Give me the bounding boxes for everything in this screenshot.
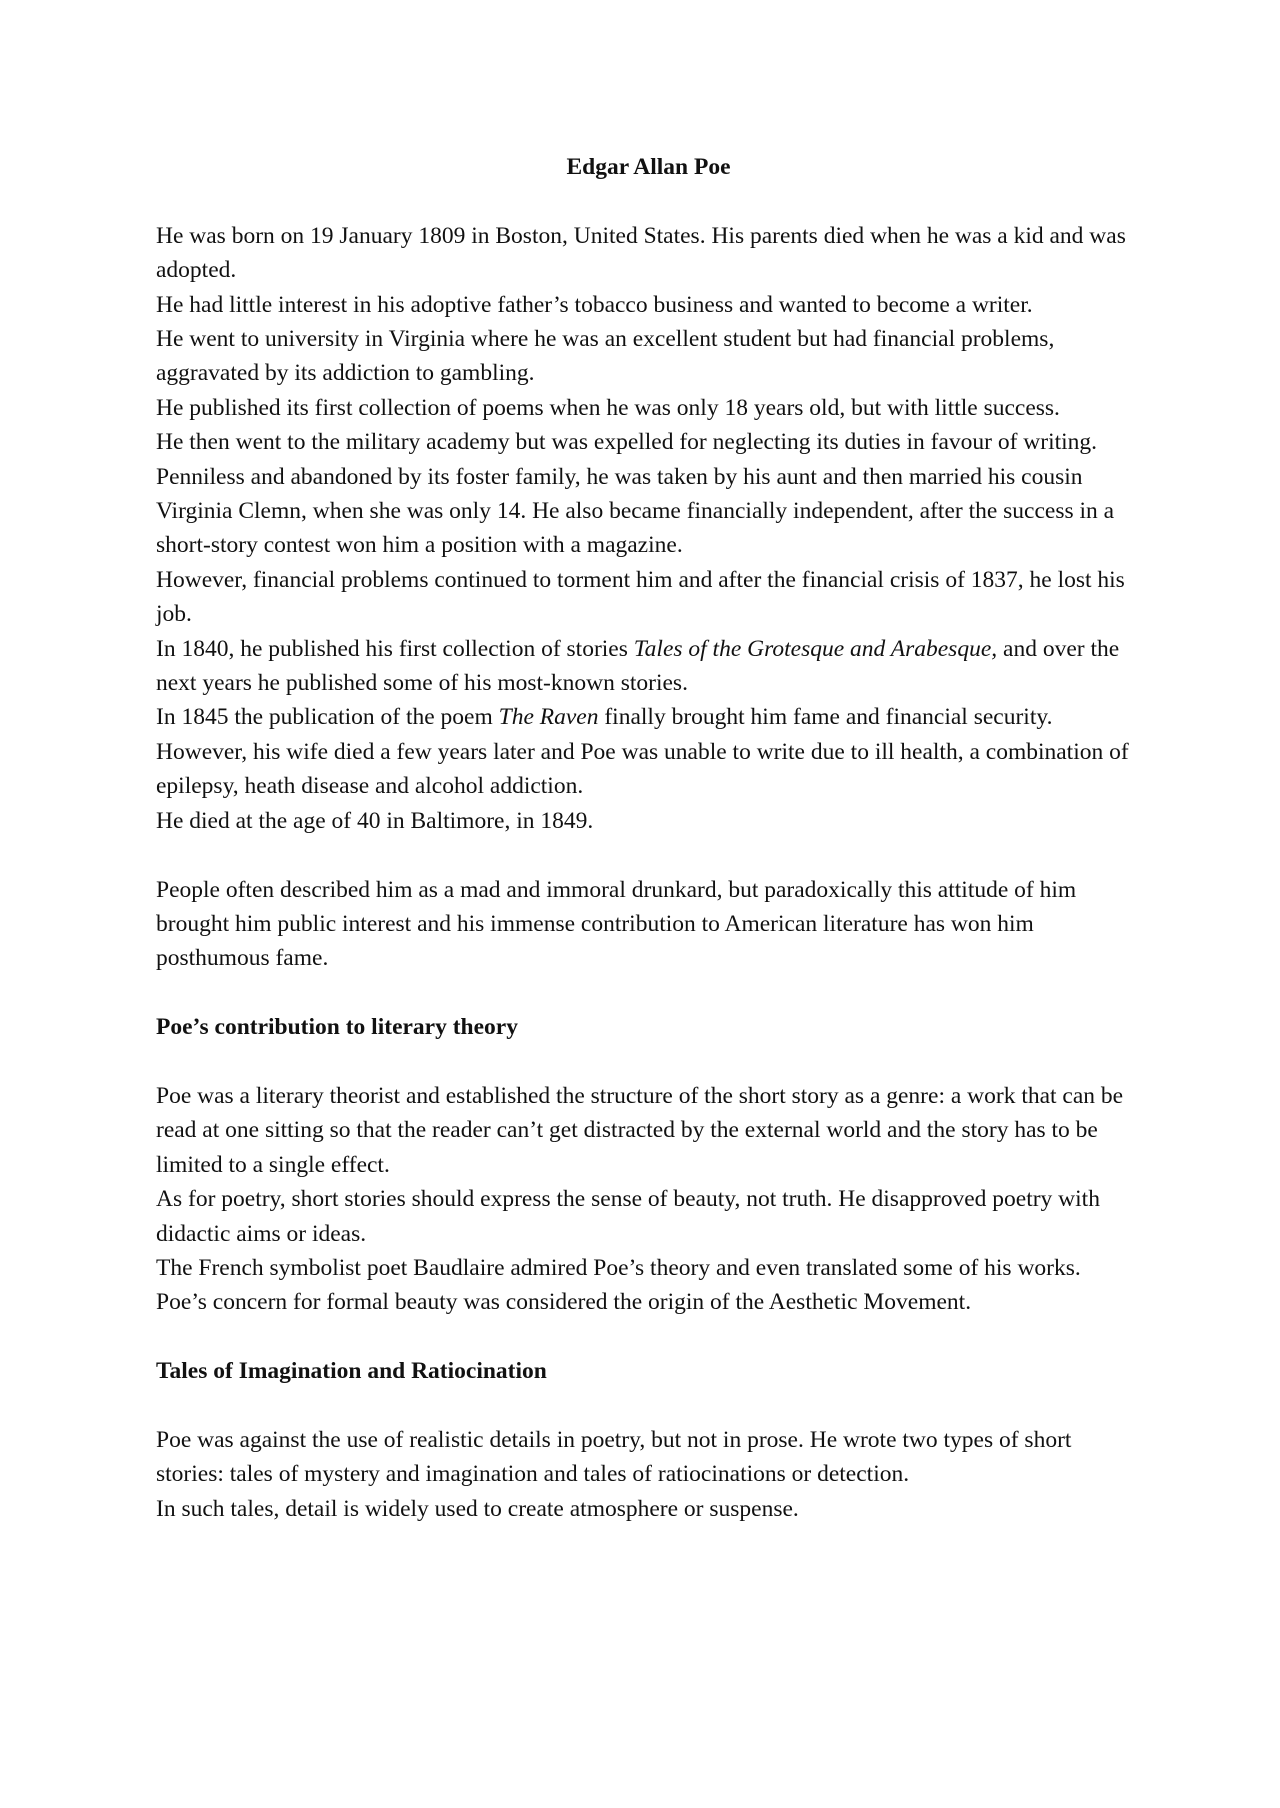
theory-paragraph: Poe’s concern for formal beauty was considered the origin of the Aesthetic Movement.: [156, 1289, 972, 1316]
bio-paragraph: He went to university in Virginia where he was an excellent student but had financial problems, aggravated by its addiction to gambling.: [156, 326, 1055, 387]
bio-paragraph-1845: [156, 700, 1141, 734]
p1845-text-after: finally brought him fame and financial security.: [598, 704, 1053, 731]
bio-paragraph: He was born on 19 January 1809 in Boston, United States. His parents died when he was a kid and was adopted.: [156, 222, 1126, 284]
document-title: Edgar Allan Poe: [566, 154, 731, 180]
bio-paragraph: However, his wife died a few years later and Poe was unable to write due to ill health, a combination of epilepsy, heath disease and alcohol addiction.: [156, 738, 1129, 800]
theory-paragraph: As for poetry, short stories should express the sense of beauty, not truth. He disapproved poetry with didactic aims or ideas.: [156, 1186, 1100, 1247]
spacer: [156, 976, 1141, 1010]
spacer: [156, 1045, 1141, 1079]
theory-paragraph: Poe was a literary theorist and established the structure of the short story as a genre: a work that can be read at one sitting so that the reader can’t get distracted by the external world and the story has to be limited to a single effect.: [156, 1082, 1124, 1178]
section-heading-literary-theory: Poe’s contribution to literary theory: [156, 1014, 518, 1041]
tales-paragraph: Poe was against the use of realistic details in poetry, but not in prose. He wrote two types of short stories: tales of mystery and imagination and tales of ratiocinations or detection.: [156, 1426, 1072, 1488]
theory-paragraph: The French symbolist poet Baudlaire admired Poe’s theory and even translated some of his works.: [156, 1254, 1081, 1281]
spacer: [156, 1320, 1141, 1354]
spacer: [156, 838, 1141, 872]
reputation-paragraph: People often described him as a mad and immoral drunkard, but paradoxically this attitude of him brought him public interest and his immense contribution to American literature has won him posthumous fame.: [156, 876, 1077, 972]
p1845-text-before: In 1845 the publication of the poem: [156, 704, 499, 731]
section-heading-tales: Tales of Imagination and Ratiocination: [156, 1358, 547, 1385]
book-title-italic: Tales of the Grotesque and Arabesque,: [633, 635, 998, 662]
poem-title-italic: The Raven: [498, 704, 599, 731]
p1840-text-before: In 1840, he published his first collection of stories: [156, 635, 634, 662]
bio-paragraph: Penniless and abandoned by its foster family, he was taken by his aunt and then married his cousin Virginia Clemn, when she was only 14. He also became financially independent, after the success in a short-story contest won him a position with a magazine.: [156, 463, 1115, 559]
spacer: [156, 1389, 1141, 1423]
document-body: [156, 150, 1141, 1526]
bio-paragraph: He then went to the military academy but was expelled for neglecting its duties in favour of writing.: [156, 429, 1098, 456]
tales-paragraph: In such tales, detail is widely used to create atmosphere or suspense.: [156, 1495, 799, 1522]
bio-paragraph: However, financial problems continued to torment him and after the financial crisis of 1837, he lost his job.: [156, 566, 1125, 628]
p1840-text-after: and over the next years he published some of his most-known stories.: [156, 635, 1120, 697]
bio-paragraph-1840: [156, 632, 1141, 701]
bio-paragraph: He died at the age of 40 in Baltimore, in 1849.: [156, 807, 594, 834]
bio-paragraph: He published its first collection of poems when he was only 18 years old, but with little success.: [156, 394, 1060, 421]
bio-paragraph: He had little interest in his adoptive father’s tobacco business and wanted to become a writer.: [156, 291, 1033, 318]
